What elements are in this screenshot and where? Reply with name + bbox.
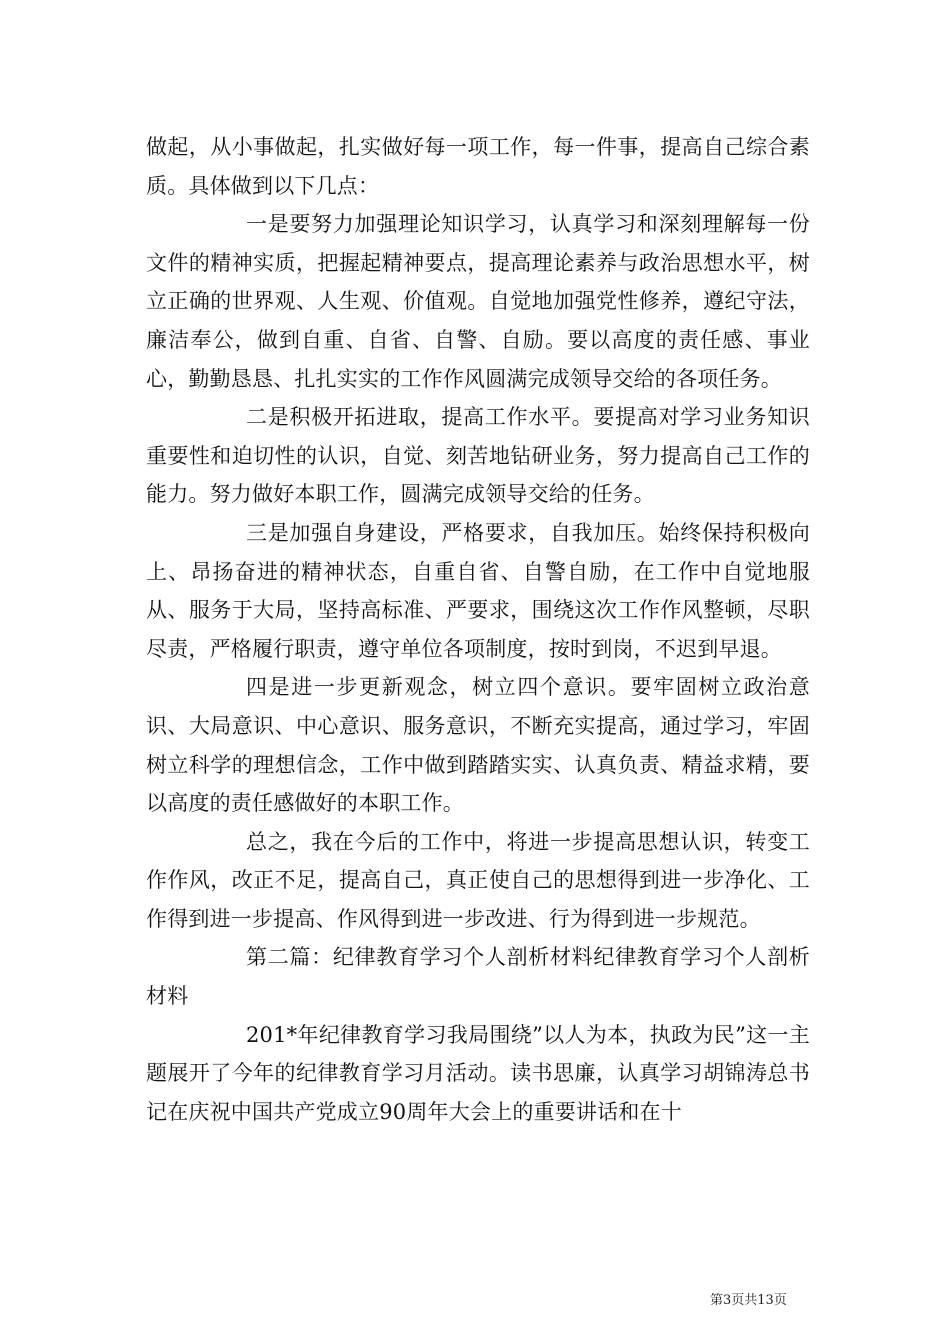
paragraph-point-one: 一是要努力加强理论知识学习，认真学习和深刻理解每一份文件的精神实质，把握起精神要点，提高理论素养与政治思想水平，树立正确的世界观、人生观、价值观。自觉地加强党性修养，遵纪守法，廉洁奉公，做到自重、自省、自警、自励。要以高度的责任感、事业心，勤勤恳恳、扎扎实实的工作作风圆满完成领导交给的各项任务。 [146, 212, 810, 391]
paragraph-conclusion: 总之，我在今后的工作中，将进一步提高思想认识，转变工作作风，改正不足，提高自己，真正使自己的思想得到进一步净化、工作得到进一步提高、作风得到进一步改进、行为得到进一步规范。 [146, 829, 810, 931]
paragraph-point-two: 二是积极开拓进取，提高工作水平。要提高对学习业务知识重要性和迫切性的认识，自觉、刻苦地钻研业务，努力提高自己工作的能力。努力做好本职工作，圆满完成领导交给的任务。 [146, 405, 810, 507]
section-heading-part-two: 第二篇：纪律教育学习个人剖析材料纪律教育学习个人剖析材料 [146, 945, 810, 1009]
document-body [146, 128, 810, 1131]
paragraph-continuation: 做起，从小事做起，扎实做好每一项工作，每一件事，提高自己综合素质。具体做到以下几点： [146, 135, 810, 198]
paragraph-point-four: 四是进一步更新观念，树立四个意识。要牢固树立政治意识、大局意识、中心意识、服务意识，不断充实提高，通过学习，牢固树立科学的理想信念，工作中做到踏踏实实、认真负责、精益求精，要以高度的责任感做好的本职工作。 [146, 675, 810, 816]
paragraph-point-three: 三是加强自身建设，严格要求，自我加压。始终保持积极向上、昂扬奋进的精神状态，自重自省、自警自励，在工作中自觉地服从、服务于大局，坚持高标准、严要求，围绕这次工作作风整顿，尽职尽责，严格履行职责，遵守单位各项制度，按时到岗，不迟到早退。 [146, 520, 810, 661]
paragraph-part-two-intro: 201*年纪律教育学习我局围绕”以人为本，执政为民”这一主题展开了今年的纪律教育学习月活动。读书思廉，认真学习胡锦涛总书记在庆祝中国共产党成立90周年大会上的重要讲话和在十 [146, 1022, 810, 1124]
page-number: 第3页共13页 [710, 1293, 787, 1308]
